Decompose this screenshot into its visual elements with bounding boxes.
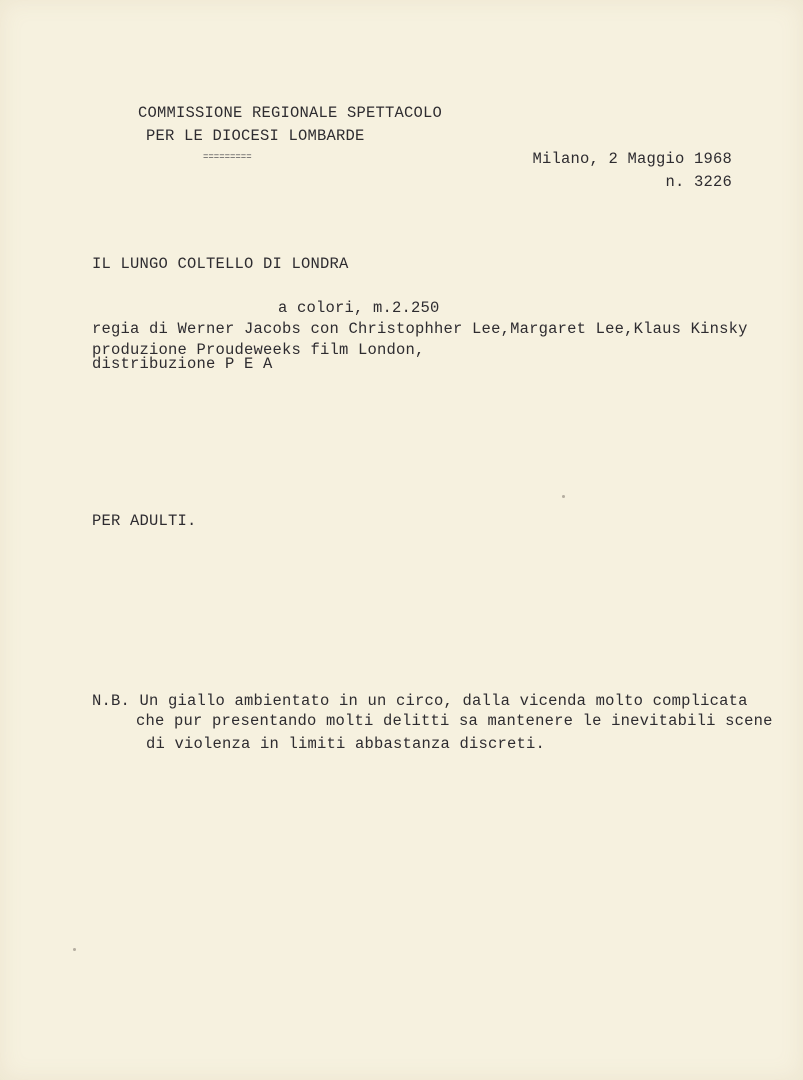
note-line-1: N.B. Un giallo ambientato in un circo, dalla vicenda molto complicata: [92, 692, 748, 710]
paper-speck: [562, 495, 565, 498]
film-credits: regia di Werner Jacobs con Christophher Lee,Margaret Lee,Klaus Kinsky: [92, 320, 748, 338]
paper-speck: [73, 948, 76, 951]
header-divider: =========: [203, 152, 252, 162]
film-format: a colori, m.2.250: [278, 299, 440, 317]
organization-line-1: COMMISSIONE REGIONALE SPETTACOLO: [138, 104, 443, 122]
document-date: Milano, 2 Maggio 1968: [532, 150, 732, 168]
film-distribution: distribuzione P E A: [92, 355, 273, 373]
film-production: produzione Proudeweeks film London,: [92, 341, 425, 359]
reference-number: n. 3226: [665, 173, 732, 191]
film-rating: PER ADULTI.: [92, 512, 197, 530]
film-title: IL LUNGO COLTELLO DI LONDRA: [92, 255, 349, 273]
note-line-3: di violenza in limiti abbastanza discreti.: [146, 735, 546, 753]
note-line-2: che pur presentando molti delitti sa mantenere le inevitabili scene: [136, 712, 773, 730]
organization-line-2: PER LE DIOCESI LOMBARDE: [146, 127, 365, 145]
